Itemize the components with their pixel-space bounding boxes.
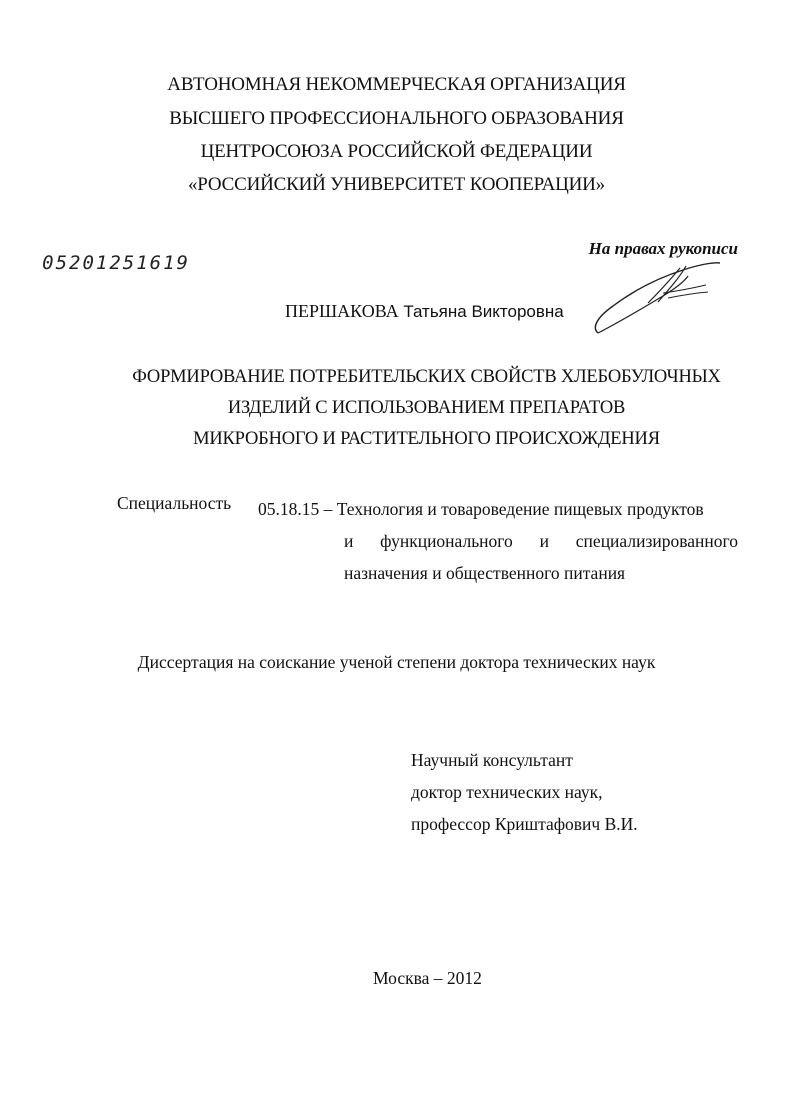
specialty-line-3: назначения и общественного питания: [344, 563, 626, 583]
title-line-2: ИЗДЕЛИЙ С ИСПОЛЬЗОВАНИЕМ ПРЕПАРАТОВ: [227, 398, 626, 418]
organization-line-3: ЦЕНТРОСОЮЗА РОССИЙСКОЙ ФЕДЕРАЦИИ: [200, 141, 593, 162]
advisor-line-3: профессор Криштафович В.И.: [411, 814, 638, 834]
organization-line-1: АВТОНОМНАЯ НЕКОММЕРЧЕСКАЯ ОРГАНИЗАЦИЯ: [167, 74, 626, 95]
advisor-line-2: доктор технических наук,: [411, 782, 603, 802]
advisor-block: [411, 744, 638, 840]
signature-image: [588, 258, 728, 340]
advisor-line-1: Научный консультант: [411, 750, 573, 770]
organization-line-4: «РОССИЙСКИЙ УНИВЕРСИТЕТ КООПЕРАЦИИ»: [187, 174, 605, 195]
author-given-names: Татьяна Викторовна: [403, 302, 564, 321]
manuscript-note: На правах рукописи: [588, 239, 738, 258]
author-name: [285, 301, 564, 322]
dissertation-statement: Диссертация на соискание ученой степени доктора технических наук: [137, 652, 656, 672]
specialty-text: [258, 493, 738, 589]
city-year: Москва – 2012: [373, 968, 482, 988]
specialty-line-1: 05.18.15 – Технология и товароведение пищевых продуктов: [258, 499, 704, 519]
title-line-3: МИКРОБНОГО И РАСТИТЕЛЬНОГО ПРОИСХОЖДЕНИЯ: [193, 429, 660, 449]
title-line-1: ФОРМИРОВАНИЕ ПОТРЕБИТЕЛЬСКИХ СВОЙСТВ ХЛЕБОБУЛОЧНЫХ: [132, 367, 721, 387]
author-surname: ПЕРШАКОВА: [285, 301, 399, 321]
handwritten-number: 05201251619: [42, 252, 190, 274]
specialty-line-2: и функционального и специализированного: [344, 531, 738, 551]
organization-line-2: ВЫСШЕГО ПРОФЕССИОНАЛЬНОГО ОБРАЗОВАНИЯ: [169, 108, 624, 129]
specialty-label: Специальность: [117, 493, 232, 513]
